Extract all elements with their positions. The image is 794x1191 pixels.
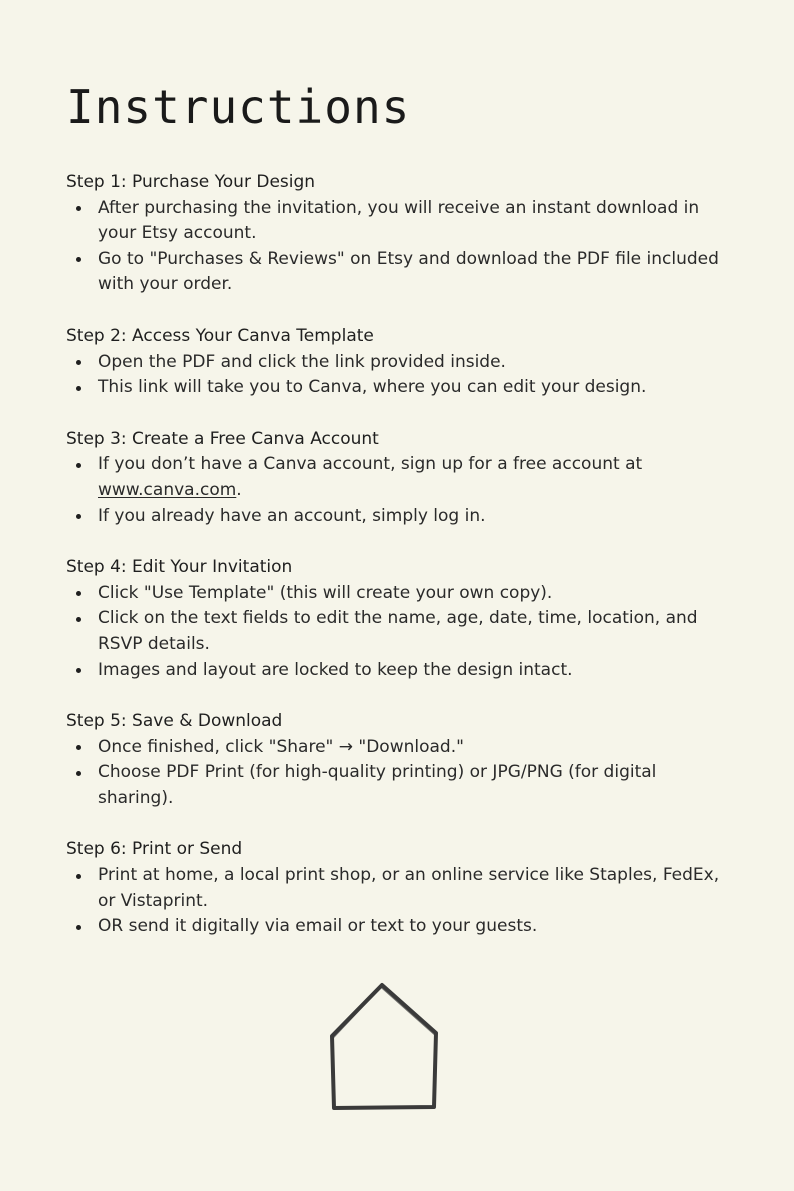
list-item: Click "Use Template" (this will create your own copy).	[66, 581, 726, 607]
list-item: OR send it digitally via email or text to your guests.	[66, 914, 726, 940]
steps-list	[66, 170, 726, 966]
list-item: Images and layout are locked to keep the design intact.	[66, 658, 726, 684]
step-1	[66, 170, 726, 298]
step-heading: Step 6: Print or Send	[66, 839, 243, 860]
step-5	[66, 709, 726, 811]
step-bullet-list	[66, 581, 726, 683]
step-bullet-list	[66, 196, 726, 298]
list-item: This link will take you to Canva, where you can edit your design.	[66, 375, 726, 401]
list-item: Open the PDF and click the link provided inside.	[66, 350, 726, 376]
step-heading: Step 3: Create a Free Canva Account	[66, 428, 379, 449]
list-item-text: .	[236, 479, 242, 500]
page-title: Instructions	[66, 80, 411, 134]
house-outline-icon	[326, 980, 442, 1114]
step-2	[66, 324, 726, 401]
step-heading: Step 5: Save & Download	[66, 711, 283, 732]
step-bullet-list	[66, 735, 726, 812]
list-item: Print at home, a local print shop, or an online service like Staples, FedEx, or Vistaprint.	[66, 863, 726, 914]
canva-website-link[interactable]: www.canva.com	[98, 479, 237, 500]
step-4	[66, 555, 726, 683]
list-item: Choose PDF Print (for high-quality printing) or JPG/PNG (for digital sharing).	[66, 760, 726, 811]
list-item-text: If you don’t have a Canva account, sign up for a free account at	[98, 454, 643, 475]
list-item: After purchasing the invitation, you will receive an instant download in your Etsy account.	[66, 196, 726, 247]
step-heading: Step 1: Purchase Your Design	[66, 172, 316, 192]
step-6	[66, 837, 726, 939]
list-item: Once finished, click "Share" → "Download."	[66, 735, 726, 761]
step-bullet-list	[66, 863, 726, 940]
step-heading: Step 4: Edit Your Invitation	[66, 557, 293, 578]
list-item	[66, 452, 726, 503]
step-bullet-list	[66, 452, 726, 529]
step-bullet-list	[66, 350, 726, 401]
list-item: Click on the text fields to edit the name, age, date, time, location, and RSVP details.	[66, 606, 726, 657]
step-3	[66, 427, 726, 529]
step-heading: Step 2: Access Your Canva Template	[66, 325, 374, 346]
list-item: If you already have an account, simply log in.	[66, 504, 726, 530]
list-item: Go to "Purchases & Reviews" on Etsy and download the PDF file included with your order.	[66, 247, 726, 298]
